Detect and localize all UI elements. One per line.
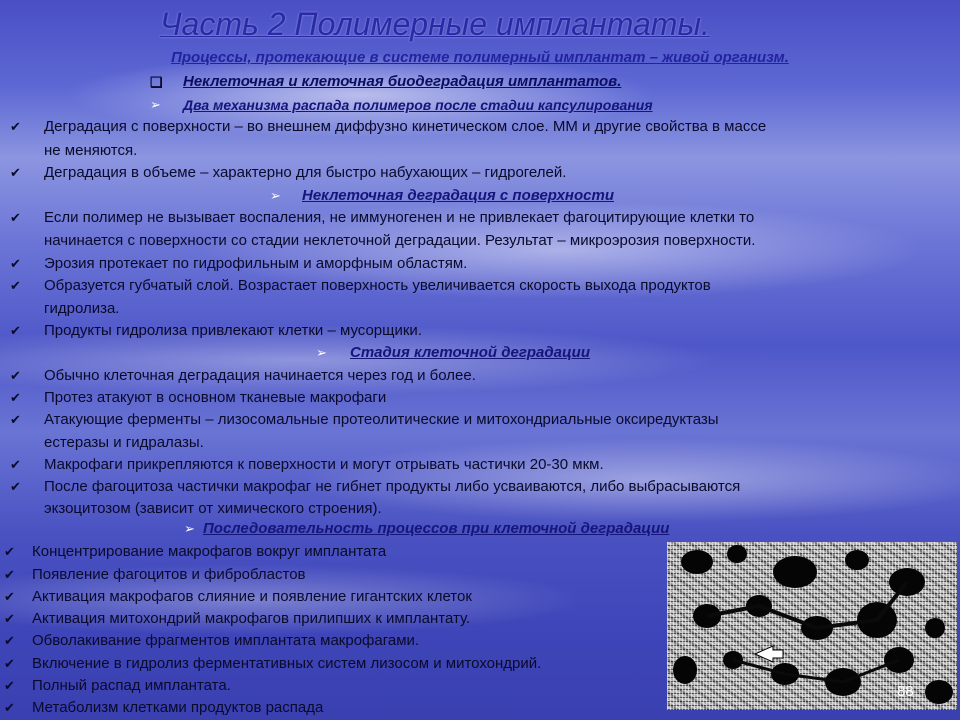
check-icon: ✔ (4, 656, 15, 671)
list-item: Атакующие ферменты – лизосомальные протеолитические и митохондриальные оксиредуктазы (44, 411, 719, 428)
section-heading-cellular: Стадия клеточной деградации (350, 344, 591, 361)
check-icon: ✔ (4, 544, 15, 559)
check-icon: ✔ (10, 479, 21, 494)
square-bullet-icon: ❑ (150, 74, 163, 90)
arrow-bullet-icon: ➢ (184, 521, 195, 536)
page-number: 88 (897, 683, 914, 700)
list-item: Деградация в объеме – характерно для быстро набухающих – гидрогелей. (44, 164, 567, 181)
slide-title: Часть 2 Полимерные имплантаты. (160, 6, 710, 42)
section-heading-biodegradation: Неклеточная и клеточная биодеградация имплантатов. (183, 73, 622, 90)
check-icon: ✔ (4, 589, 15, 604)
list-item: Включение в гидролиз ферментативных систем лизосом и митохондрий. (32, 655, 542, 672)
slide-subtitle: Процессы, протекающие в системе полимерный имплантат – живой организм. (171, 49, 789, 66)
list-item: Эрозия протекает по гидрофильным и аморфным областям. (44, 255, 468, 272)
arrow-bullet-icon: ➢ (150, 97, 161, 112)
list-item: экзоцитозом (зависит от химического строения). (44, 500, 382, 517)
list-item: После фагоцитоза частички макрофаг не гибнет продукты либо усваиваются, либо выбрасываются (44, 478, 741, 495)
list-item: Если полимер не вызывает воспаления, не иммуногенен и не привлекает фагоцитирующие клетки то (44, 209, 755, 226)
check-icon: ✔ (10, 412, 21, 427)
list-item: гидролиза. (44, 300, 120, 317)
check-icon: ✔ (10, 278, 21, 293)
check-icon: ✔ (10, 457, 21, 472)
check-icon: ✔ (10, 323, 21, 338)
list-item: Образуется губчатый слой. Возрастает поверхность увеличивается скорость выхода продуктов (44, 277, 711, 294)
list-item: Обычно клеточная деградация начинается через год и более. (44, 367, 476, 384)
list-item: Появление фагоцитов и фибробластов (32, 566, 306, 583)
section-heading-mechanisms: Два механизма распада полимеров после стадии капсулирования (183, 97, 653, 113)
section-heading-surface: Неклеточная деградация с поверхности (302, 187, 614, 204)
arrow-bullet-icon: ➢ (270, 188, 281, 203)
check-icon: ✔ (4, 678, 15, 693)
list-item: Полный распад имплантата. (32, 677, 231, 694)
check-icon: ✔ (4, 700, 15, 715)
list-item: начинается с поверхности со стадии неклеточной деградации. Результат – микроэрозия поверхности. (44, 232, 756, 249)
list-item: Концентрирование макрофагов вокруг имплантата (32, 543, 387, 560)
check-icon: ✔ (10, 368, 21, 383)
list-item: Протез атакуют в основном тканевые макрофаги (44, 389, 387, 406)
check-icon: ✔ (10, 165, 21, 180)
list-item: Продукты гидролиза привлекают клетки – мусорщики. (44, 322, 422, 339)
list-item: Метаболизм клетками продуктов распада (32, 699, 324, 716)
list-item: Деградация с поверхности – во внешнем диффузно кинетическом слое. ММ и другие свойства в массе (44, 118, 767, 135)
list-item: Активация макрофагов слияние и появление гигантских клеток (32, 588, 472, 605)
list-item: Макрофаги прикрепляются к поверхности и могут отрывать частички 20-30 мкм. (44, 456, 604, 473)
check-icon: ✔ (10, 210, 21, 225)
check-icon: ✔ (4, 567, 15, 582)
list-item: естеразы и гидралазы. (44, 434, 204, 451)
check-icon: ✔ (10, 256, 21, 271)
list-item: не меняются. (44, 142, 138, 159)
check-icon: ✔ (10, 390, 21, 405)
arrow-bullet-icon: ➢ (316, 345, 327, 360)
pointer-arrow-icon (755, 646, 783, 662)
check-icon: ✔ (4, 611, 15, 626)
section-heading-sequence: Последовательность процессов при клеточной деградации (203, 520, 670, 537)
list-item: Активация митохондрий макрофагов прилипших к имплантату. (32, 610, 471, 627)
list-item: Обволакивание фрагментов имплантата макрофагами. (32, 632, 420, 649)
check-icon: ✔ (4, 633, 15, 648)
check-icon: ✔ (10, 119, 21, 134)
